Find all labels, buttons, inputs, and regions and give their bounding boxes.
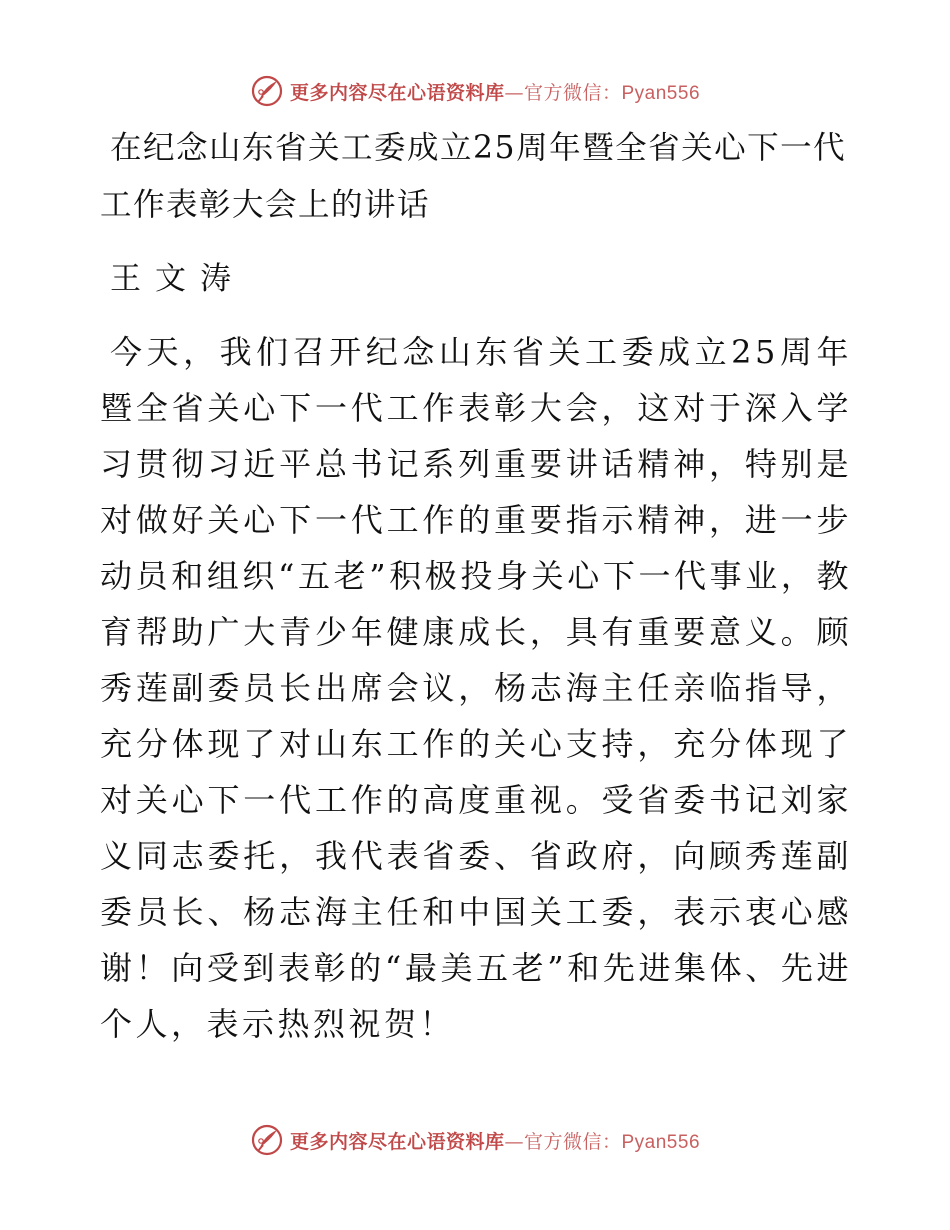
header-watermark-banner bbox=[0, 71, 950, 111]
banner-wechat-id: Pyan556 bbox=[621, 1131, 701, 1153]
banner-text bbox=[290, 1127, 700, 1154]
banner-site-name: 更多内容尽在心语资料库 bbox=[289, 1130, 505, 1153]
banner-wechat-label: 官方微信： bbox=[523, 81, 622, 104]
banner-site-name: 更多内容尽在心语资料库 bbox=[289, 81, 505, 104]
footer-watermark-banner bbox=[0, 1120, 950, 1160]
document-author: 王文涛 bbox=[110, 261, 245, 297]
banner-wechat-label: 官方微信： bbox=[523, 1130, 622, 1153]
document-title: 在纪念山东省关工委成立25周年暨全省关心下一代工作表彰大会上的讲话 bbox=[100, 130, 847, 223]
banner-wechat-id: Pyan556 bbox=[621, 82, 701, 104]
banner-separator: — bbox=[504, 81, 524, 104]
banner-separator: — bbox=[504, 1130, 524, 1153]
quill-logo-icon bbox=[250, 74, 284, 108]
quill-logo-icon bbox=[250, 1123, 284, 1157]
banner-text bbox=[290, 78, 700, 105]
body-paragraph: 今天，我们召开纪念山东省关工委成立25周年暨全省关心下一代工作表彰大会，这对于深入学习贯彻习近平总书记系列重要讲话精神，特别是对做好关心下一代工作的重要指示精神，进一步动员和组织“五老”积极投身关心下一代事业，教育帮助广大青少年健康成长，具有重要意义。顾秀莲副委员长出席会议，杨志海主任亲临指导，充分体现了对山东工作的关心支持，充分体现了对关心下一代工作的高度重视。受省委书记刘家义同志委托，我代表省委、省政府，向顾秀莲副委员长、杨志海主任和中国关工委，表示衷心感谢！向受到表彰的“最美五老”和先进集体、先进个人，表示热烈祝贺！ bbox=[100, 333, 852, 1043]
